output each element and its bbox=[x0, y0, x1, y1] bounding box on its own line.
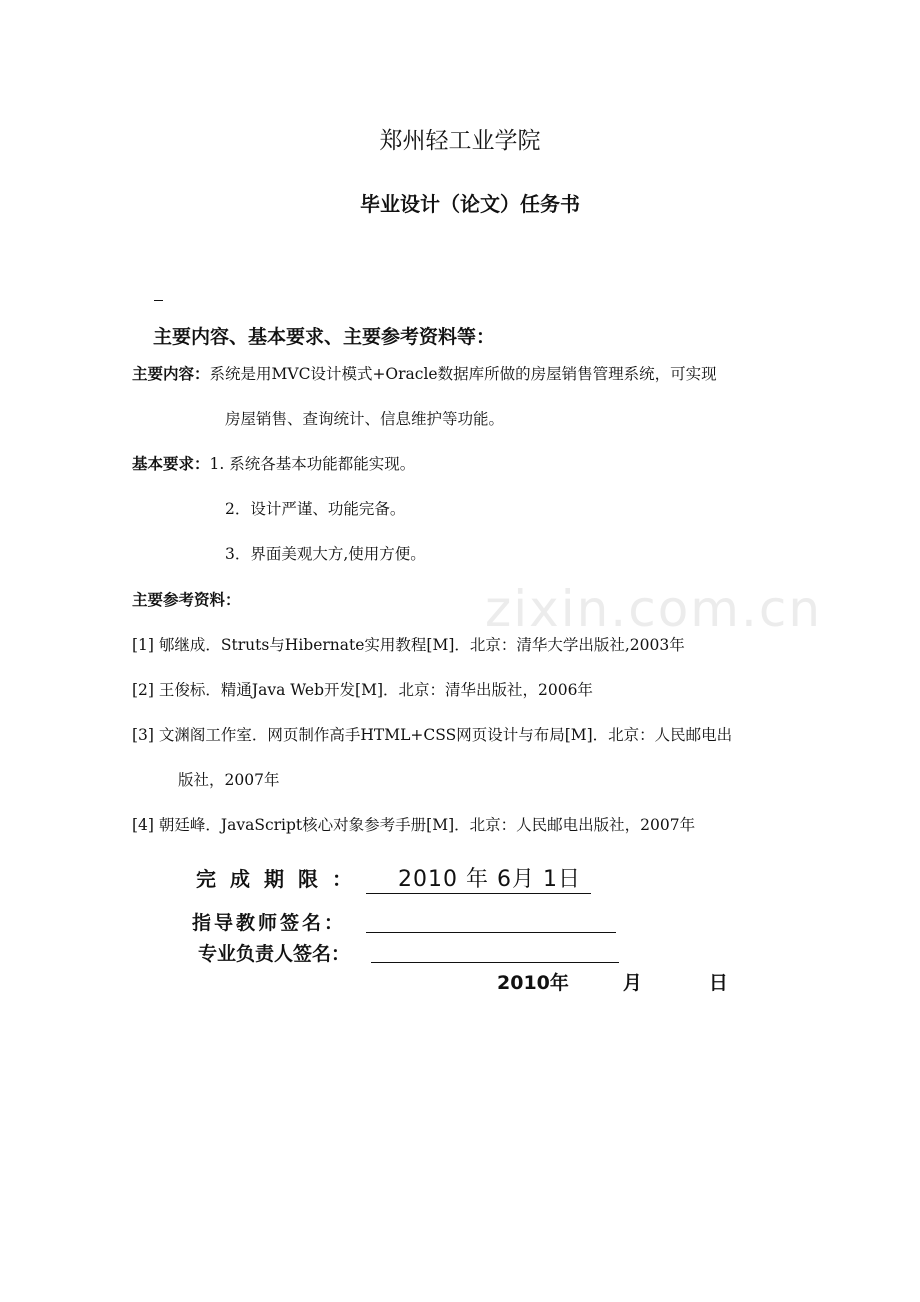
reference-item: [3] 文渊阁工作室．网页制作高手HTML+CSS网页设计与布局[M]．北京：人民邮电出 bbox=[132, 726, 733, 744]
references-label: 主要参考资料： bbox=[132, 591, 241, 609]
advisor-signature-label: 指导教师签名： bbox=[192, 912, 347, 934]
main-content-label: 主要内容： bbox=[132, 365, 210, 383]
director-signature-label: 专业负责人签名： bbox=[198, 943, 351, 965]
requirement-item: 3．界面美观大方,使用方便。 bbox=[225, 545, 426, 563]
main-content-line-2: 房屋销售、查询统计、信息维护等功能。 bbox=[225, 410, 505, 428]
requirement-item: 2．设计严谨、功能完备。 bbox=[225, 500, 406, 518]
advisor-signature-line bbox=[366, 932, 616, 933]
reference-item: [1] 郇继成．Struts与Hibernate实用教程[M]．北京：清华大学出版社,2003年 bbox=[132, 636, 685, 654]
requirements-label: 基本要求： bbox=[132, 455, 210, 473]
sign-date-day: 日 bbox=[708, 972, 728, 994]
main-content-line-1: 系统是用MVC设计模式+Oracle数据库所做的房屋销售管理系统，可实现 bbox=[209, 365, 717, 383]
requirements-row bbox=[132, 452, 415, 474]
document-title: 毕业设计（论文）任务书 bbox=[360, 192, 580, 216]
reference-item: [4] 朝廷峰．JavaScript核心对象参考手册[M]．北京：人民邮电出版社，2007年 bbox=[132, 816, 696, 834]
main-content-row bbox=[132, 362, 717, 384]
deadline-row bbox=[196, 862, 591, 894]
reference-item: [2] 王俊标．精通Java Web开发[M]．北京：清华出版社，2006年 bbox=[132, 681, 593, 699]
text-cursor-mark bbox=[154, 300, 163, 301]
director-signature-line bbox=[371, 962, 619, 963]
deadline-label: 完成期限： bbox=[196, 867, 366, 891]
watermark: zixin.com.cn bbox=[485, 580, 823, 638]
school-name: 郑州轻工业学院 bbox=[379, 128, 541, 154]
sign-date-row bbox=[497, 968, 728, 995]
requirement-item: 1. 系统各基本功能都能实现。 bbox=[209, 455, 416, 473]
sign-date-month: 月 bbox=[622, 972, 642, 994]
section-heading: 主要内容、基本要求、主要参考资料等： bbox=[153, 326, 496, 348]
sign-date-year: 2010年 bbox=[497, 972, 569, 994]
deadline-value: 2010 年 6月 1日 bbox=[366, 862, 591, 894]
reference-item-continuation: 版社，2007年 bbox=[178, 771, 280, 789]
